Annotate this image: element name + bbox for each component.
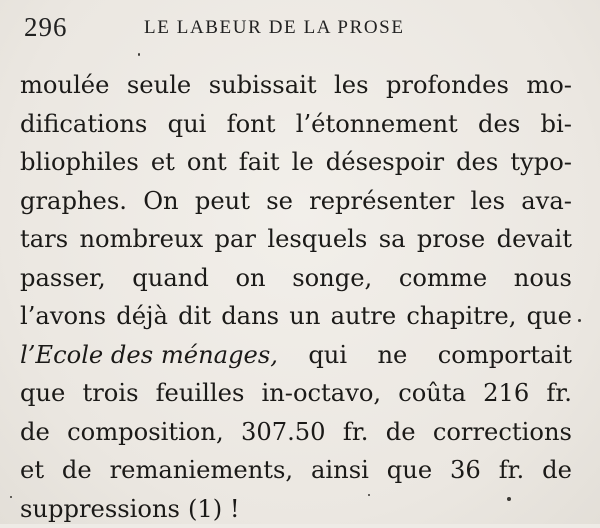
word: font xyxy=(227,105,276,144)
word: des xyxy=(478,105,520,144)
word: sa xyxy=(379,220,406,259)
word: 307.50 xyxy=(241,413,326,452)
word: feuilles xyxy=(156,374,245,413)
text-line-6 xyxy=(20,259,572,298)
print-speck xyxy=(10,496,12,498)
word: les xyxy=(334,66,368,105)
word: 36 xyxy=(450,451,481,490)
word: difications xyxy=(20,105,147,144)
print-speck xyxy=(578,319,581,322)
word: subissait xyxy=(209,66,317,105)
word: qui xyxy=(168,105,207,144)
word: se xyxy=(266,182,293,221)
print-speck xyxy=(507,497,511,501)
print-speck xyxy=(368,494,370,496)
word: que xyxy=(20,374,65,413)
word: de xyxy=(62,451,92,490)
word: passer, xyxy=(20,259,106,298)
word: que xyxy=(527,297,572,336)
word: fait xyxy=(239,143,280,182)
word: comportait xyxy=(438,336,572,375)
text-line-12 xyxy=(20,490,572,528)
word: composition, xyxy=(67,413,224,452)
word: trois xyxy=(82,374,138,413)
word: ainsi xyxy=(311,451,369,490)
word: ne xyxy=(377,336,407,375)
word: désespoir xyxy=(326,143,444,182)
word: comme xyxy=(399,259,487,298)
word: devait xyxy=(497,220,572,259)
word: nous xyxy=(514,259,572,298)
text-line-3 xyxy=(20,143,572,182)
running-title: LE LABEUR DE LA PROSE xyxy=(144,17,405,39)
print-speck xyxy=(138,53,140,56)
word: ont xyxy=(187,143,227,182)
footnote-marker: (1) ! xyxy=(188,490,240,528)
word: coûta xyxy=(398,374,466,413)
word: que xyxy=(387,451,432,490)
italic-title: l’Ecole des ménages, xyxy=(20,336,278,375)
text-line-2 xyxy=(20,105,572,144)
word: remaniements, xyxy=(110,451,294,490)
word: fr. xyxy=(343,413,369,452)
word: le xyxy=(292,143,314,182)
word: profondes xyxy=(386,66,509,105)
word: fr. xyxy=(546,374,572,413)
word: lesquels xyxy=(267,220,367,259)
text-line-5 xyxy=(20,220,572,259)
word: qui xyxy=(308,336,347,375)
word: mo- xyxy=(526,66,572,105)
word: suppressions xyxy=(20,490,180,528)
word: quand xyxy=(132,259,209,298)
word: fr. xyxy=(499,451,525,490)
word: on xyxy=(235,259,265,298)
word: un xyxy=(289,297,320,336)
word: in-octavo, xyxy=(261,374,381,413)
page-header xyxy=(24,12,572,44)
word: moulée xyxy=(20,66,109,105)
word: ava- xyxy=(521,182,572,221)
text-line-7 xyxy=(20,297,572,336)
word: songe, xyxy=(292,259,372,298)
word: de xyxy=(542,451,572,490)
text-line-1 xyxy=(20,66,572,105)
word: des xyxy=(456,143,498,182)
word: déjà xyxy=(116,297,168,336)
text-line-11 xyxy=(20,451,572,490)
word: par xyxy=(215,220,256,259)
word: les xyxy=(471,182,505,221)
word: représenter xyxy=(309,182,454,221)
word: de xyxy=(20,413,50,452)
word: dans xyxy=(221,297,279,336)
text-line-8 xyxy=(20,336,572,375)
word: dit xyxy=(178,297,211,336)
word: prose xyxy=(417,220,485,259)
word: bliophiles xyxy=(20,143,139,182)
word: typo- xyxy=(510,143,572,182)
word: et xyxy=(20,451,44,490)
body-text xyxy=(20,66,572,528)
page-number: 296 xyxy=(24,12,68,43)
word: et xyxy=(151,143,175,182)
word: autre xyxy=(331,297,397,336)
word: corrections xyxy=(433,413,572,452)
text-line-10 xyxy=(20,413,572,452)
word: nombreux xyxy=(79,220,203,259)
word: seule xyxy=(127,66,191,105)
word: chapitre, xyxy=(406,297,516,336)
word: 216 xyxy=(483,374,529,413)
text-line-9 xyxy=(20,374,572,413)
word: l’étonnement xyxy=(296,105,458,144)
word: graphes. xyxy=(20,182,127,221)
word: bi- xyxy=(541,105,572,144)
word: On xyxy=(143,182,178,221)
word: l’avons xyxy=(20,297,106,336)
word: de xyxy=(386,413,416,452)
word: peut xyxy=(195,182,250,221)
word: tars xyxy=(20,220,68,259)
text-line-4 xyxy=(20,182,572,221)
